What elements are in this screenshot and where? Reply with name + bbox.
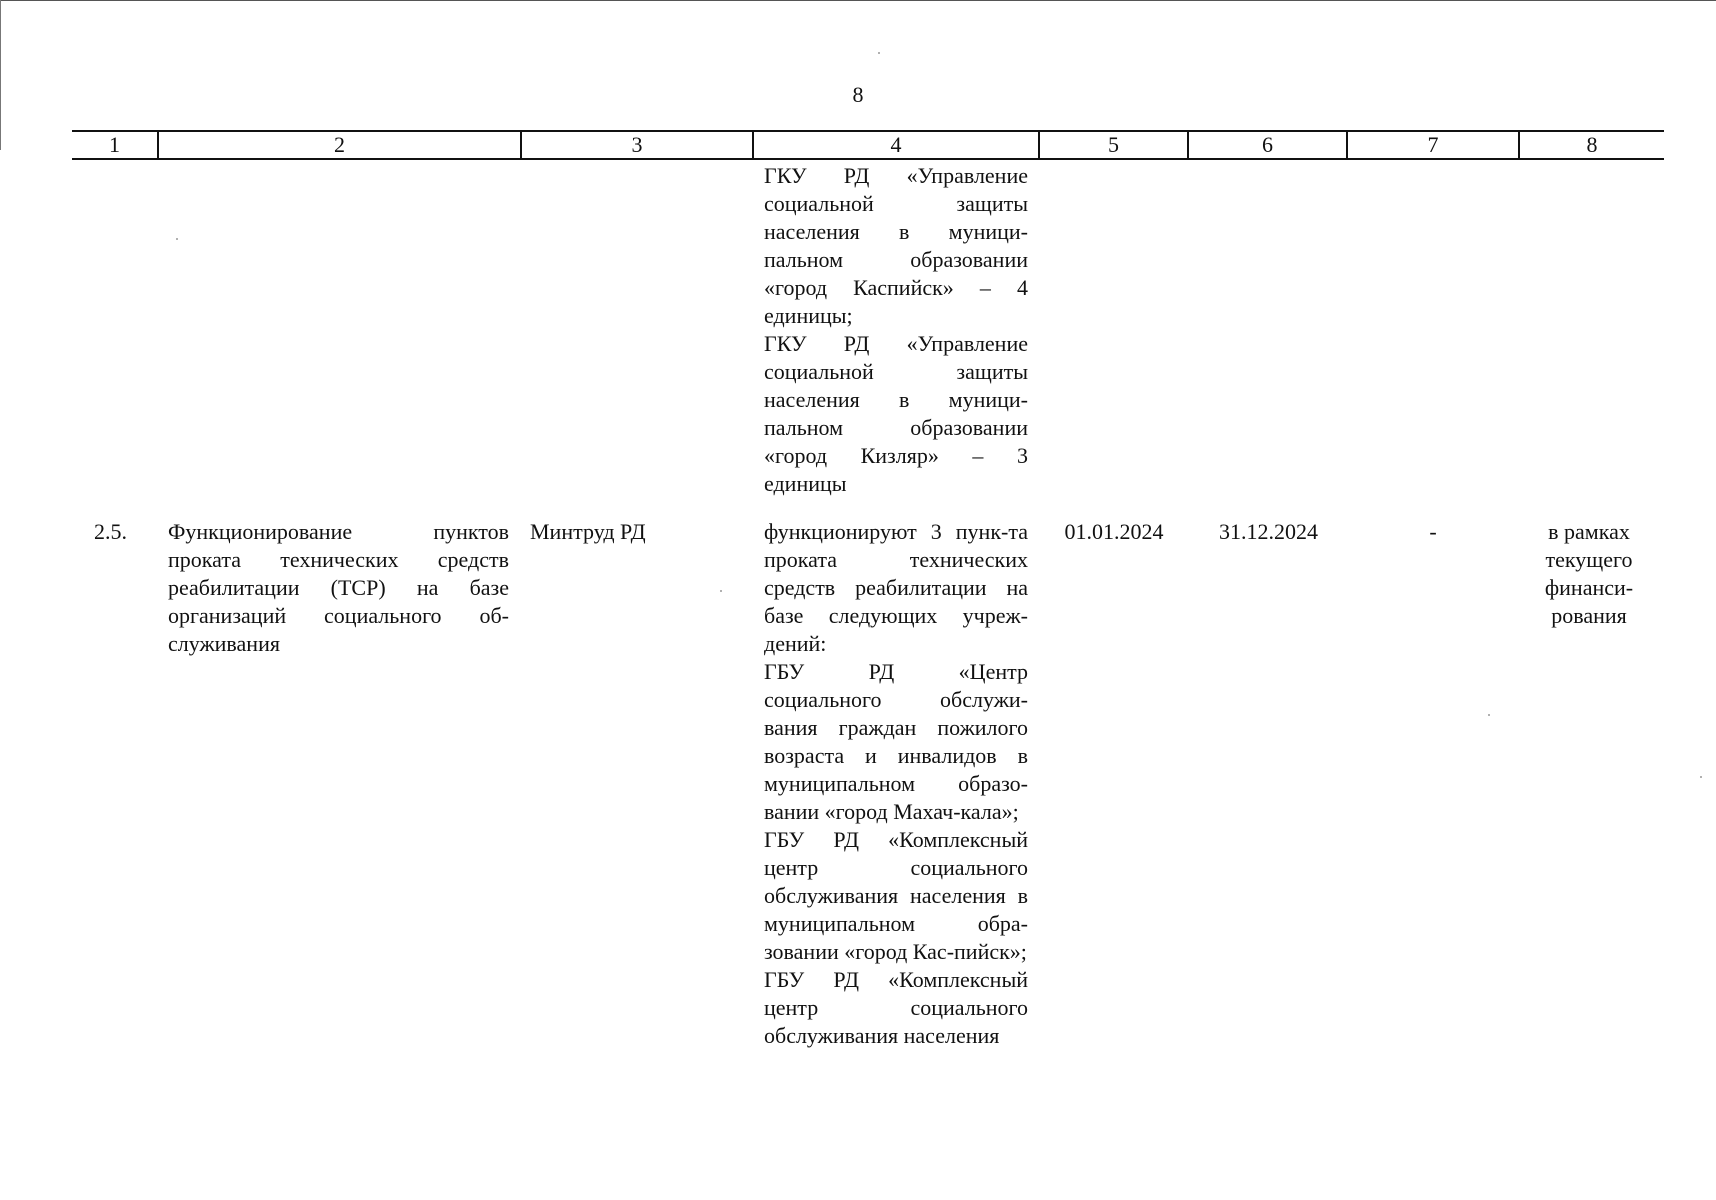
column-header-3: 3 xyxy=(631,132,643,157)
row-col7-value: - xyxy=(1429,519,1437,544)
column-header-5: 5 xyxy=(1108,132,1119,157)
column-header-7: 7 xyxy=(1427,132,1439,157)
result-paragraph: ГБУ РД «Комплексный центр социального обслуживания населения в муниципальном обра-зовании «город Кас-пийск»; xyxy=(764,827,1028,964)
result-paragraph: ГБУ РД «Центр социального обслужи-вания граждан пожилого возраста и инвалидов в муниципальном образо-вании «город Махач-кала»; xyxy=(764,659,1028,824)
column-header-8: 8 xyxy=(1586,132,1598,157)
scan-speck xyxy=(1488,714,1490,716)
column-header-2: 2 xyxy=(334,132,345,157)
page-number: 8 xyxy=(852,82,864,107)
page-edge-top xyxy=(0,0,1716,1)
column-header-1: 1 xyxy=(109,132,120,157)
row-executor: Минтруд РД xyxy=(530,519,646,544)
column-header-6: 6 xyxy=(1262,132,1273,157)
continued-paragraph: ГКУ РД «Управление социальной защиты населения в муници-пальном образовании «город Кизляр» – 3 единицы xyxy=(764,331,1028,496)
continued-row-col4 xyxy=(764,162,1028,498)
row-number: 2.5. xyxy=(94,519,127,544)
continued-paragraph: ГКУ РД «Управление социальной защиты населения в муници-пальном образовании «город Каспийск» – 4 единицы; xyxy=(764,163,1028,328)
column-header-4: 4 xyxy=(890,132,902,157)
row-financing: в рамках текущего финанси-рования xyxy=(1544,519,1634,628)
result-paragraph: ГБУ РД «Комплексный центр социального обслуживания населения xyxy=(764,967,1028,1048)
page-edge-left xyxy=(0,0,1,150)
scan-speck xyxy=(720,590,722,592)
row-start-date: 01.01.2024 xyxy=(1064,519,1164,544)
row-activity-name: Функционирование пунктов проката технических средств реабилитации (ТСР) на базе организаций социального об-служивания xyxy=(168,519,509,656)
scan-speck xyxy=(1700,776,1702,778)
scan-speck xyxy=(176,238,178,240)
result-paragraph: функционируют 3 пунк-та проката технических средств реабилитации на базе следующих учреж-дений: xyxy=(764,519,1028,656)
row-end-date: 31.12.2024 xyxy=(1219,519,1318,544)
scan-speck xyxy=(878,52,880,54)
row-result xyxy=(764,518,1028,1050)
